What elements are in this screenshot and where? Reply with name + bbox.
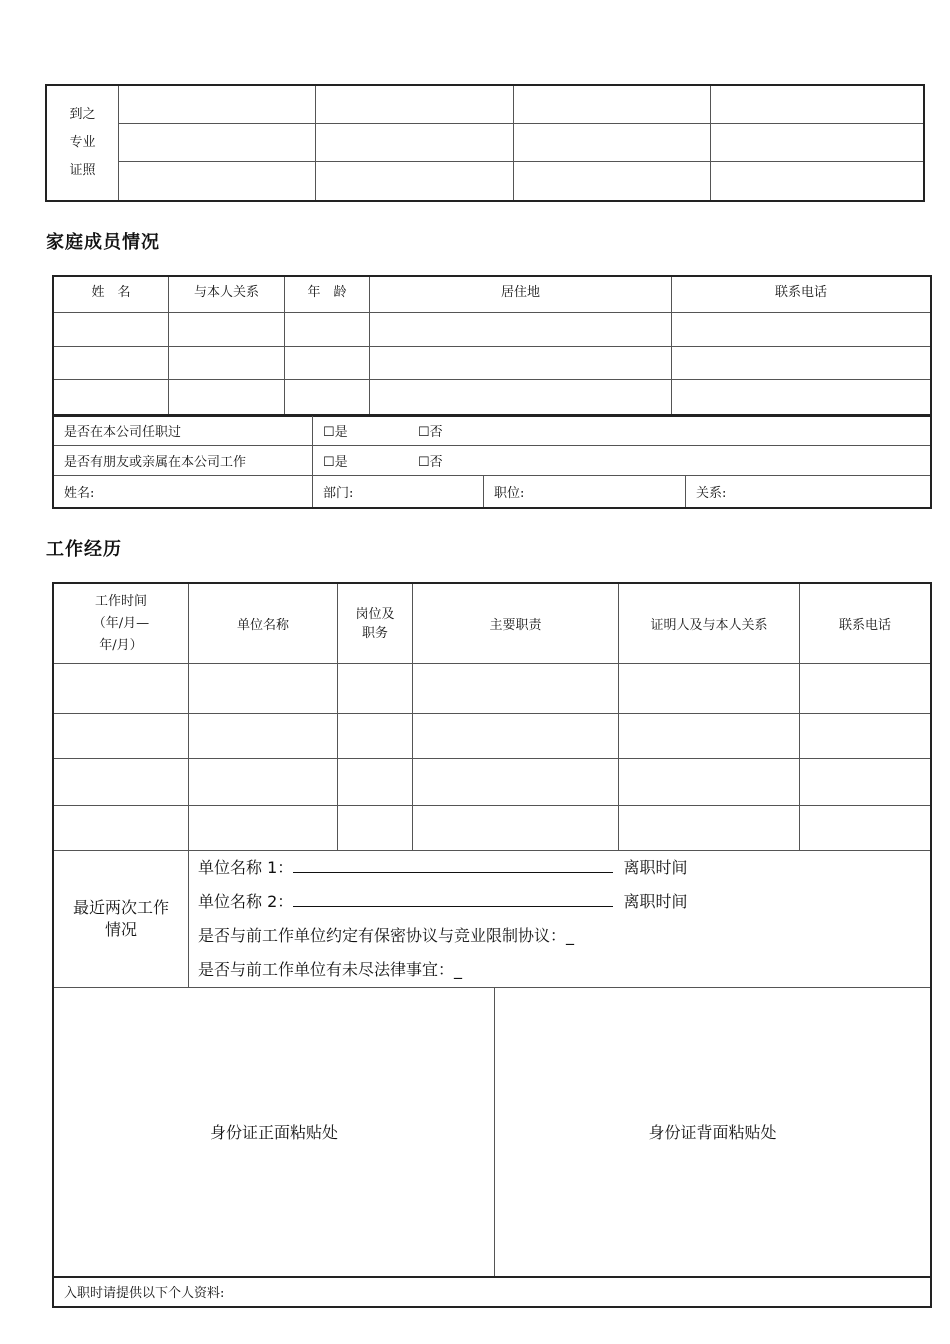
relative-position-field[interactable]: 职位: <box>484 476 686 508</box>
company1-leave-time: 离职时间 <box>623 858 688 877</box>
worked-here-options <box>313 416 931 446</box>
company2-label: 单位名称 2： <box>198 892 294 911</box>
work-cell[interactable] <box>800 714 931 759</box>
company2-input[interactable] <box>293 892 613 907</box>
family-cell[interactable] <box>672 347 931 380</box>
family-header-age: 年 龄 <box>285 277 370 313</box>
work-cell[interactable] <box>54 759 189 806</box>
company2-line <box>198 885 930 919</box>
certificates-label: 到之 专业 证照 <box>47 86 119 201</box>
company1-input[interactable] <box>293 858 613 873</box>
cert-cell[interactable] <box>514 86 711 124</box>
work-cell[interactable] <box>189 664 338 714</box>
cert-cell[interactable] <box>514 124 711 162</box>
worked-here-no-checkbox[interactable]: ☐否 <box>417 425 443 440</box>
cert-cell[interactable] <box>119 162 316 201</box>
company2-leave-time: 离职时间 <box>623 892 688 911</box>
relative-name-field[interactable]: 姓名: <box>54 476 313 508</box>
family-table <box>53 276 931 416</box>
relative-relation-field[interactable]: 关系: <box>686 476 931 508</box>
cert-cell[interactable] <box>119 86 316 124</box>
work-header-post: 岗位及 职务 <box>338 584 413 664</box>
work-cell[interactable] <box>413 759 619 806</box>
relatives-here-yes-checkbox[interactable]: ☐是 <box>323 455 348 470</box>
work-cell[interactable] <box>800 759 931 806</box>
work-cell[interactable] <box>619 714 800 759</box>
id-front-area[interactable]: 身份证正面粘贴处 <box>54 988 495 1277</box>
cert-cell[interactable] <box>711 124 924 162</box>
employment-check-table <box>53 415 931 508</box>
family-cell[interactable] <box>672 313 931 347</box>
cert-cell[interactable] <box>316 162 514 201</box>
family-cell[interactable] <box>54 347 169 380</box>
work-cell[interactable] <box>54 806 189 851</box>
family-cell[interactable] <box>54 313 169 347</box>
relatives-here-no-checkbox[interactable]: ☐否 <box>417 455 443 470</box>
cert-cell[interactable] <box>514 162 711 201</box>
work-cell[interactable] <box>619 664 800 714</box>
work-cell[interactable] <box>619 759 800 806</box>
work-header-time: 工作时间 （年/月— 年/月） <box>54 584 189 664</box>
family-cell[interactable] <box>169 313 285 347</box>
work-header-reference: 证明人及与本人关系 <box>619 584 800 664</box>
family-header-relation: 与本人关系 <box>169 277 285 313</box>
worked-here-question: 是否在本公司任职过 <box>54 416 313 446</box>
legal-question[interactable]: 是否与前工作单位有未尽法律事宜：_ <box>198 960 463 979</box>
certificates-table <box>46 85 924 201</box>
cert-cell[interactable] <box>711 86 924 124</box>
cert-cell[interactable] <box>119 124 316 162</box>
family-cell[interactable] <box>672 380 931 416</box>
family-cell[interactable] <box>169 380 285 416</box>
work-cell[interactable] <box>338 759 413 806</box>
work-cell[interactable] <box>413 806 619 851</box>
work-header-phone: 联系电话 <box>800 584 931 664</box>
confidentiality-question[interactable]: 是否与前工作单位约定有保密协议与竞业限制协议：_ <box>198 926 575 945</box>
recent-jobs-details <box>189 851 931 988</box>
work-cell[interactable] <box>54 714 189 759</box>
work-cell[interactable] <box>338 664 413 714</box>
work-header-company: 单位名称 <box>189 584 338 664</box>
worked-here-yes-checkbox[interactable]: ☐是 <box>323 425 348 440</box>
work-cell[interactable] <box>800 806 931 851</box>
work-cell[interactable] <box>413 714 619 759</box>
family-cell[interactable] <box>285 380 370 416</box>
cert-cell[interactable] <box>711 162 924 201</box>
work-cell[interactable] <box>338 806 413 851</box>
family-cell[interactable] <box>54 380 169 416</box>
family-cell[interactable] <box>370 313 672 347</box>
id-back-area[interactable]: 身份证背面粘贴处 <box>495 988 931 1277</box>
work-cell[interactable] <box>338 714 413 759</box>
cert-cell[interactable] <box>316 124 514 162</box>
relative-dept-field[interactable]: 部门: <box>313 476 484 508</box>
work-cell[interactable] <box>189 759 338 806</box>
family-cell[interactable] <box>285 347 370 380</box>
family-cell[interactable] <box>370 380 672 416</box>
family-header-name: 姓 名 <box>54 277 169 313</box>
work-cell[interactable] <box>54 664 189 714</box>
family-header-phone: 联系电话 <box>672 277 931 313</box>
family-header-residence: 居住地 <box>370 277 672 313</box>
work-cell[interactable] <box>189 806 338 851</box>
work-section-title: 工作经历 <box>46 539 122 560</box>
cert-cell[interactable] <box>316 86 514 124</box>
family-cell[interactable] <box>169 347 285 380</box>
work-cell[interactable] <box>800 664 931 714</box>
work-header-duties: 主要职责 <box>413 584 619 664</box>
family-section-title: 家庭成员情况 <box>46 232 160 253</box>
work-cell[interactable] <box>413 664 619 714</box>
recent-jobs-label: 最近两次工作 情况 <box>54 851 189 988</box>
relatives-here-question: 是否有朋友或亲属在本公司工作 <box>54 446 313 476</box>
company1-line <box>198 851 930 885</box>
family-cell[interactable] <box>285 313 370 347</box>
work-history-table <box>53 583 931 1307</box>
relatives-here-options <box>313 446 931 476</box>
company1-label: 单位名称 1： <box>198 858 294 877</box>
family-cell[interactable] <box>370 347 672 380</box>
work-cell[interactable] <box>619 806 800 851</box>
work-cell[interactable] <box>189 714 338 759</box>
onboarding-note: 入职时请提供以下个人资料: <box>54 1277 931 1307</box>
